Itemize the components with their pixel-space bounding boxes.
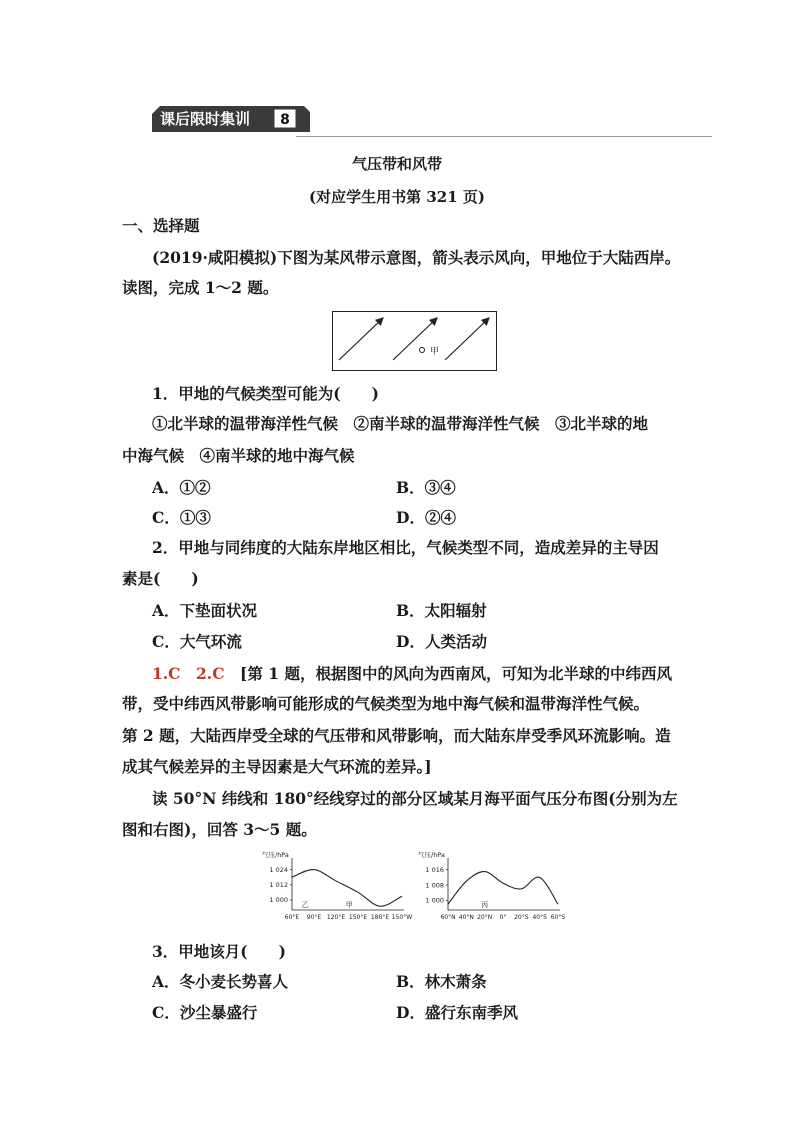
right-chart-ytick-label: 1 016 <box>425 865 444 874</box>
q1-line-1: ①北半球的温带海洋性气候 ②南半球的温带海洋性气候 ③北半球的地 <box>152 414 649 433</box>
q3-option-a: A．冬小麦长势喜人 <box>152 972 289 991</box>
header-label: 课后限时集训 <box>160 110 251 128</box>
answer-line-1 <box>152 664 672 684</box>
left-chart-xtick-label: 120°E <box>326 914 346 921</box>
right-chart-xtick-label: 40°S <box>532 914 547 921</box>
right-chart-xtick-label: 20°S <box>514 914 529 921</box>
header-number: 8 <box>280 112 290 128</box>
right-chart-annotation: 丙 <box>481 901 489 909</box>
left-chart-annotation: 乙 <box>301 901 309 909</box>
pressure-chart-right <box>418 848 568 932</box>
page-subtitle: (对应学生用书第 321 页) <box>309 188 485 206</box>
q1-option-c: C．①③ <box>152 508 211 527</box>
right-chart-xtick-label: 40°N <box>458 914 474 921</box>
wind-belt-figure <box>332 311 497 371</box>
left-chart-xtick-label: 60°E <box>284 914 300 921</box>
intro-line-1: (2019·咸阳模拟)下图为某风带示意图，箭头表示风向，甲地位于大陆西岸。 <box>152 248 681 267</box>
q2-line-1: 2．甲地与同纬度的大陆东岸地区相比，气候类型不同，造成差异的主导因 <box>152 538 659 557</box>
left-chart-xtick-label: 90°E <box>306 914 322 921</box>
left-chart-xtick-label: 150°W <box>391 914 412 921</box>
right-chart-ytick-label: 1 008 <box>425 881 444 890</box>
answer-key: 1.C 2.C <box>152 664 225 683</box>
left-chart-annotation: 甲 <box>345 901 353 909</box>
q2-option-c: C．大气环流 <box>152 632 242 651</box>
wind-arrow-1 <box>339 318 383 360</box>
q3-option-b: B．林木萧条 <box>396 972 487 991</box>
left-chart-xtick-label: 150°E <box>348 914 368 921</box>
q3-option-d: D．盛行东南季风 <box>396 1003 518 1022</box>
q2-line-2: 素是( ) <box>122 569 199 588</box>
q2-option-b: B．太阳辐射 <box>396 601 487 620</box>
right-chart-pressure-line <box>448 872 558 905</box>
q3-stem: 3．甲地该月( ) <box>152 942 286 961</box>
right-chart-xtick-label: 60°S <box>550 914 566 921</box>
page-title: 气压带和风带 <box>351 155 442 173</box>
q2-option-d: D．人类活动 <box>396 632 487 651</box>
header-tab <box>152 104 310 132</box>
intro2-line-1: 读 50°N 纬线和 180°经线穿过的部分区域某月海平面气压分布图(分别为左 <box>152 789 678 808</box>
q3-option-c: C．沙尘暴盛行 <box>152 1003 258 1022</box>
q1-line-2: 中海气候 ④南半球的地中海气候 <box>122 446 355 465</box>
location-jia-label: 甲 <box>430 347 440 357</box>
right-chart-ytick-label: 1 000 <box>425 896 444 905</box>
left-chart-ytick-label: 1 024 <box>269 865 288 874</box>
right-chart-xtick-label: 60°N <box>440 914 456 921</box>
left-chart-ytick-label: 1 000 <box>269 896 288 905</box>
wind-arrow-3 <box>445 318 489 360</box>
q1-stem: 1．甲地的气候类型可能为( ) <box>152 384 379 403</box>
answer-line-4: 成其气候差异的主导因素是大气环流的差异。] <box>122 757 432 776</box>
q1-option-a: A．①② <box>152 478 211 497</box>
left-chart-ylabel: 气压/hPa <box>262 851 289 859</box>
header-rule <box>296 136 712 137</box>
right-chart-ylabel: 气压/hPa <box>418 851 445 859</box>
intro2-line-2: 图和右图)，回答 3～5 题。 <box>122 820 317 839</box>
location-jia-marker <box>420 348 425 353</box>
right-chart-xtick-label: 20°N <box>477 914 493 921</box>
section-heading: 一、选择题 <box>122 216 200 235</box>
q1-option-d: D．②④ <box>396 508 456 527</box>
answer-text-1: [第 1 题，根据图中的风向为西南风，可知为北半球的中纬西风 <box>224 664 672 683</box>
q2-option-a: A．下垫面状况 <box>152 601 258 620</box>
pressure-chart-left <box>262 848 412 932</box>
right-chart-xtick-label: 0° <box>499 914 507 921</box>
intro-line-2: 读图，完成 1～2 题。 <box>122 278 279 297</box>
answer-line-3: 第 2 题，大陆西岸受全球的气压带和风带影响，而大陆东岸受季风环流影响。造 <box>122 726 671 745</box>
q1-option-b: B．③④ <box>396 478 456 497</box>
answer-line-2: 带，受中纬西风带影响可能形成的气候类型为地中海气候和温带海洋性气候。 <box>122 694 650 713</box>
left-chart-xtick-label: 180°E <box>370 914 390 921</box>
left-chart-ytick-label: 1 012 <box>269 881 288 890</box>
